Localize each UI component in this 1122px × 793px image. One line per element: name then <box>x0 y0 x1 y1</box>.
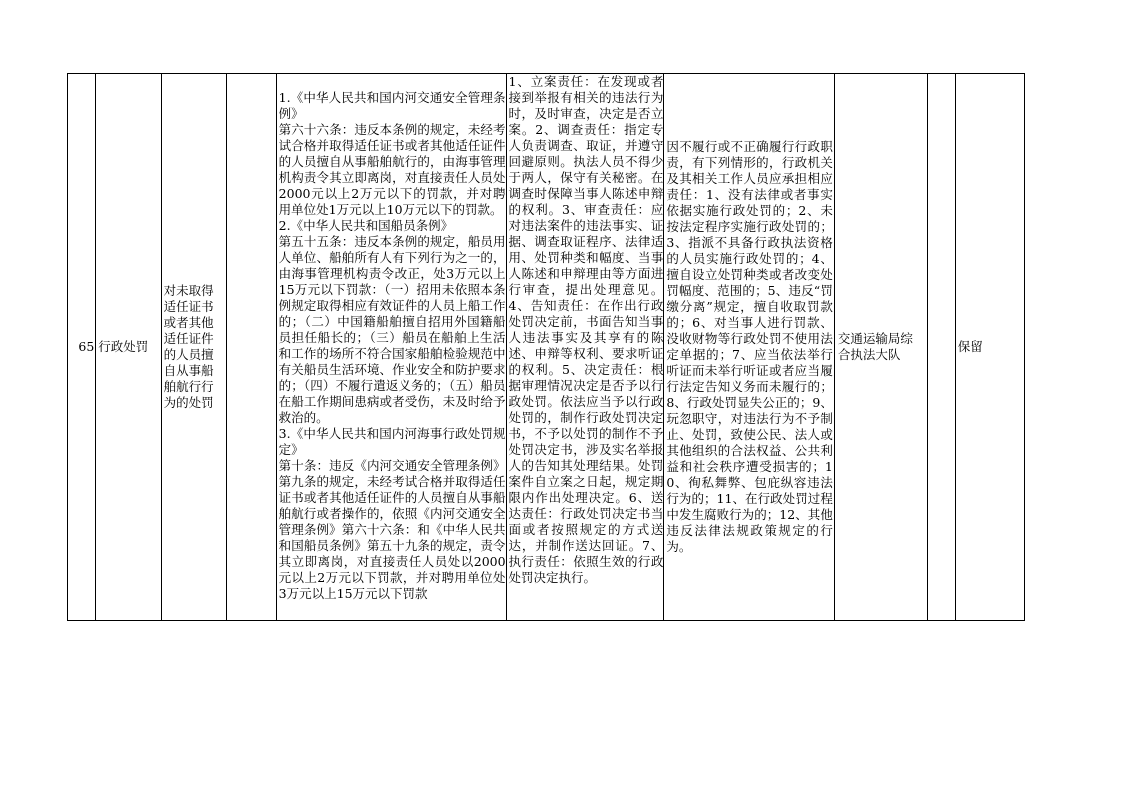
item-name-cell <box>162 74 227 620</box>
row-number-cell <box>68 74 96 620</box>
liability-text: 因不履行或不正确履行行政职责，有下列情形的，行政机关及其相关工作人员应承担相应责任：1、没有法律或者事实依据实施行政处罚的；2、未按法定程序实施行政处罚的；3、指派不具备行政执法资格的人员实施行政处罚的；4、擅自设立处罚种类或者改变处罚幅度、范围的；5、违反“罚缴分离”规定，擅自收取罚款的；6、对当事人进行罚款、没收财物等行政处罚不使用法定单据的；7、应当依法举行听证而未举行听证或者应当履行法定告知义务而未履行的；8、行政处罚显失公正的；9、玩忽职守，对违法行为不予制止、处罚，致使公民、法人或其他组织的合法权益、公共利益和社会秩序遭受损害的；10、徇私舞弊、包庇纵容违法行为的；11、在行政处罚过程中发生腐败行为的；12、其他违反法律法规政策规定的行为。 <box>666 139 833 554</box>
responsibility-text: 1、立案责任：在发现或者接到举报有相关的违法行为时，及时审查，决定是否立案。2、调查责任：指定专人负责调查、取证，并遵守回避原则。执法人员不得少于两人，保守有关秘密。在调查时保障当事人陈述申辩的权利。3、审查责任：应对违法案件的违法事实、证据、调查取证程序、法律适用、处罚种类和幅度、当事人陈述和申辩理由等方面进行审查，提出处理意见。4、告知责任：在作出行政处罚决定前，书面告知当事人违法事实及其享有的陈述、申辩等权利、要求听证的权利。5、决定责任：根据审理情况决定是否予以行政处罚。依法应当予以行政处罚的，制作行政处罚决定书，不予以处罚的制作不予处罚决定书，涉及实名举报人的告知其处理结果。处罚案件自立案之日起，规定期限内作出处理决定。6、送达责任：行政处罚决定书当面或者按照规定的方式送达，并制作送达回证。7、执行责任：依照生效的行政处罚决定执行。 <box>508 74 664 585</box>
department-cell <box>835 74 928 620</box>
liability-cell <box>664 74 835 620</box>
category-text: 行政处罚 <box>98 339 149 354</box>
legal-basis-cell <box>277 74 507 620</box>
remark-text: 保留 <box>957 339 983 354</box>
responsibility-table <box>67 73 1025 621</box>
extra-cell <box>928 74 956 620</box>
row-number: 65 <box>78 339 95 354</box>
remark-cell <box>956 74 1024 620</box>
department-text: 交通运输局综合执法大队 <box>837 331 913 362</box>
legal-basis-text: 1.《中华人民共和国内河交通安全管理条例》 第六十六条：违反本条例的规定，未经考试合格并取得适任证书或者其他适任证件的人员擅自从事船舶航行的，由海事管理机构责令其立即离岗，对直接责任人员处2000元以上2万元以下的罚款，并对聘用单位处1万元以上10万元以下的罚款。 2.《中华人民共和国船员条例》 第五十五条：违反本条例的规定，船员用人单位、船舶所有人有下列行为之一的，由海事管理机构责令改正，处3万元以上15万元以下罚款：（一）招用未依照本条例规定取得相应有效证件的人员上船工作的；（二）中国籍船舶擅自招用外国籍船员担任船长的；（三）船员在船舶上生活和工作的场所不符合国家船舶检验规范中有关船员生活环境、作业安全和防护要求的；（四）不履行遣返义务的；（五）船员在船工作期间患病或者受伤，未及时给予救治的。 3.《中华人民共和国内河海事行政处罚规定》 第十条：违反《内河交通安全管理条例》第九条的规定，未经考试合格并取得适任证书或者其他适任证件的人员擅自从事船舶航行或者操作的，依照《内河交通安全管理条例》第六十六条：和《中华人民共和国船员条例》第五十九条的规定，责令其立即离岗，对直接责任人员处以2000元以上2万元以下罚款，并对聘用单位处3万元以上15万元以下罚款 <box>278 90 506 601</box>
category-cell <box>96 74 161 620</box>
responsibility-cell <box>507 74 665 620</box>
item-name-text: 对未取得适任证书或者其他适任证件的人员擅自从事船舶航行行为的处罚 <box>163 283 214 410</box>
sub-item-cell <box>227 74 277 620</box>
